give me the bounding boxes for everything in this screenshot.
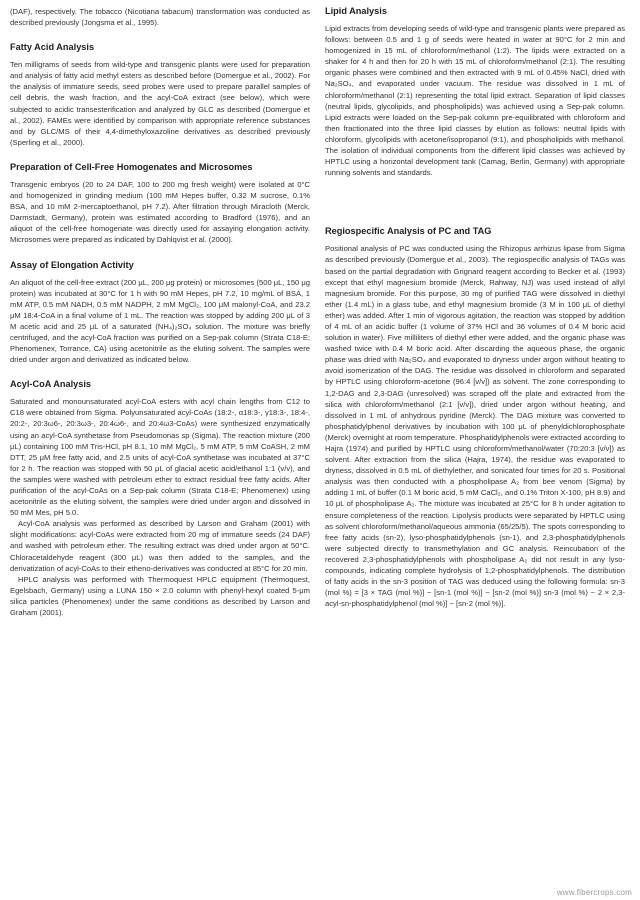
section-gap — [325, 178, 625, 212]
homogenates-heading: Preparation of Cell-Free Homogenates and Microsomes — [10, 161, 253, 172]
homogenates-paragraph: Transgenic embryos (20 to 24 DAF, 100 to 200 mg fresh weight) were isolated at 0°C and homogenized in grinding medium (100 mM Hepes buffer, 0.32 M sucrose, 0.1% BSA, and 10 mM 2-mercaptoethanol, pH 7.2). After filtration through Miracloth (Merck, Darmstadt, Germany), protein was estimated according to Bradford (1976), and an aliquot of the cell-free homogenate was directly used for assaying elongation activity. Microsomes were prepared as indicated by Dahlqvist et al. (2000). — [10, 179, 310, 245]
lipid-analysis-heading: Lipid Analysis — [325, 6, 387, 16]
left-column — [10, 6, 310, 900]
elongation-heading: Assay of Elongation Activity — [10, 259, 134, 270]
acyl-coa-heading: Acyl-CoA Analysis — [10, 379, 92, 390]
regiospecific-heading: Regiospecific Analysis of PC and TAG — [325, 226, 492, 237]
intro-paragraph: (DAF), respectively. The tobacco (Nicotiana tabacum) transformation was conducted as described previously (Jongsma et al., 1995). — [10, 7, 310, 28]
lipid-analysis-paragraph: Lipid extracts from developing seeds of wild-type and transgenic plants were prepared as follows: between 0.5 and 1 g of seeds were heated in water at 90°C for 2 min and homogenized in 15 mL of chloroform/methanol (1:2). The lipids were extracted on a shaker for 4 h and then for 20 h with 15 mL of chloroform/methanol (2:1). The resulting organic phases were combined and then extracted with 9 mL of 0.45% NaCl, dried with Na₂SO₄, and evaporated under vacuum. The residue was dissolved in 1 mL of chloroform/methanol (2:1) representing the total lipid extract. Separation of lipid classes (neutral lipids, glycolipids, and phospholipids) was achieved using a Sep-pak column. Lipid extracts were loaded on the Sep-pak column pre-equilibrated with chloroform and then fractionated into the three lipid classes by elution as follows: neutral lipids with chloroform, glycolipids with acetone/isopropanol (9:1), and phospholipids with methanol. The isolation of individual components from the different lipid classes was achieved by HPTLC using a horizontal development tank (Camag, Berlin, Germany) with appropriate running solvents and standards. — [325, 24, 625, 178]
watermark-text: www.fibercrops.com — [556, 888, 632, 897]
right-column — [325, 6, 625, 900]
elongation-paragraph: An aliquot of the cell-free extract (200 μL, 200 μg protein) or microsomes (500 μL, 150 μg protein) was incubated at 30°C for 1 h with 90 mM Hepes, pH 7.2, 10 mg/mL of BSA, 1 mM ATP, 0.5 mM NADH, 0.5 mM NADPH, 2 mM MgCl₂, 100 μM malonyl-CoA, and 23.2 μM 18:4-CoA in a final volume of 1 mL. The reaction was stopped by adding 200 μL of 3 M acetic acid and 25 μL of a saturated (NH₄)₂SO₄ solution. The mixture was briefly centrifuged, and the acyl-CoA fraction was purified on a Sep-pak column (Strata C18-E; Phenomenex, Torrance, CA) using acetonitrile as the eluting solvent. The samples were dried under argon and derivatized as indicated below. — [10, 277, 310, 365]
acyl-coa-paragraph-3: HPLC analysis was performed with Thermoquest HPLC equipment (Thermoquest, Egelsbach, Germany) using a LUNA 150 × 2.0 column with phenyl-hexyl coated 5-μm silica particles (Phenomenex) under the same conditions as described by Larson and Graham (2001). — [10, 574, 310, 618]
regiospecific-paragraph: Positional analysis of PC was conducted using the Rhizopus arrhizus lipase from Sigma as described previously (Domergue et al., 2003). The regiospecific analysis of TAGs was based on the partial degradation with Grignard reagent according to Becker et al. (1993) except that ethyl magnesium bromide (Merck, Rahway, NJ) was used instead of allyl magnesium bromide. For this purpose, 30 mg of purified TAG were dissolved in diethyl ether (1.4 mL) in a glass tube, and ethyl magnesium bromide (3 M in 100 μL of diethyl ether) was added. After 1 min of vigorous agitation, the reaction was stopped by addition of 4 mL of an acidic buffer (1 volume of 37% HCl and 36 volumes of 0.4 M boric acid solution in water). Five milliliters of diethyl ether were added, and the organic phase was washed twice with 0.4 M boric acid. After discarding the aqueous phase, the organic phase was dried with Na₂SO₄ and evaporated to dryness under argon without heating to avoid isomerization of the DAG. The residue was dissolved in chloroform and separated by HPTLC using chloroform-acetone (96:4 [v/v]) as solvent. The zone corresponding to 1,2-DAG and 2,3-DAG (unresolved) was scraped off the plate and extracted from the silica with chloroform/methanol (2:1 [v/v]), dried under argon without heating, and dissolved in 1 mL of anhydrous pyridine (Merck). The DAG mixture was converted to phosphatidylphenol derivatives by incubation with 100 μL of phenyldichlorophosphate (Merck) overnight at room temperature. Phosphatidylphenols were extracted according to Hajra (1974) and purified by HPTLC using chloroform/methanol/water (70:20:3 [v/v]) as solvent. After extraction from the silica (Hajra, 1974), the residue was evaporated to dryness, dissolved in 0.5 mL of diethylether, and sonicated four times for 20 s. Positional analysis was then conducted with a phospholipase A₂ from bee venom (Sigma) by adding 1 mL of buffer (0.1 M boric acid, 5 mM CaCl₂, and 0.1% Triton X-100, pH 8.9) and 10 μL of phospholipase A₂. The mixture was incubated at 25°C for 8 h under agitation to ensure completeness of the reaction. Lipolysis products were separated by HPTLC using as solvent chloroform/methanol/aqueous ammonia (65/25/5). The spots corresponding to free fatty acids (sn-2), lyso-phosphatidylphenols (sn-1), and 2,3-phosphatidylphenols were subjected directly to transmethylation and GC analysis. Reincubation of the recovered 2,3-phosphatidylphenols with phospholipase A₂ did not result in any lyso-compounds, indicating complete hydrolysis of 1,2-phosphatidylphenols. The distribution of fatty acids in the sn-3 position of TAG was deduced using the following formula: sn-3 (mol %) = [3 × TAG (mol %)] − [sn-1 (mol %)] − [sn-2 (mol %)] sn-3 (mol %) ~ 2 × 2,3-acyl-sn-phosphatidylphenol (mol %)] − [sn-2 (mol %)]. — [325, 244, 625, 609]
fatty-acid-paragraph: Ten milligrams of seeds from wild-type and transgenic plants were used for preparation and analysis of fatty acid methyl esters as described before (Domergue et al., 2002). For the analysis of immature seeds, seed probes were used to prepare parallel samples of cell debris, the wash fraction, and the acyl-CoA extract (see below), which were subjected to acidic transesterification and analyzed by GLC as described (Domergue et al., 2002). FAMEs were identified by comparison with appropriate reference substances and by GLC/MS of their 4,4-dimethyloxazoline derivatives as described previously (Sperling et al., 2000). — [10, 60, 310, 147]
acyl-coa-paragraph-2: Acyl-CoA analysis was performed as described by Larson and Graham (2001) with slight modifications: acyl-CoAs were extracted from 20 mg of immature seeds (24 DAF) and washed with petroleum ether. The resulting extract was dried under argon at 50°C. Chloracetaldehyde reagent (300 μL) was then added to the samples, and the derivatization of acyl-CoAs to their etheno-derivatives was conducted at 85°C for 20 min. — [10, 519, 310, 573]
acyl-coa-paragraph-1: Saturated and monounsaturated acyl-CoA esters with acyl chain lengths from C12 to C18 were obtained from Sigma. Polyunsaturated acyl-CoAs (18:2-, α18:3-, γ18:3-, 18:4-, 20:2-, 20:3ω6-, 20:3ω3-, 20:4ω6-, and 20:4ω3-CoAs) were synthesized enzymatically using an acyl-CoA synthetase from Pseudomonas sp (Sigma). The reaction mixture (200 μL) containing 100 mM Tris-HCl, pH 8.1, 10 mM MgCl₂, 5 mM ATP, 5 mM CoASH, 2 mM DTT, 25 μM free fatty acid, and 2.5 units of acyl-CoA synthetase was incubated at 37°C for 2 h. The reaction was stopped with 50 μL of glacial acetic acid/ethanol 1:1 (v/v), and the samples were washed with petroleum ether to extract residual free fatty acids. After purification of the acyl-CoAs on a Sep-pak column (Strata C18-E; Phenomenex) using acetonitrile as the eluting solvent, the samples were dried under argon and dissolved in 50 mM Mes, pH 5.0. — [10, 397, 310, 518]
fatty-acid-heading: Fatty Acid Analysis — [10, 42, 95, 53]
